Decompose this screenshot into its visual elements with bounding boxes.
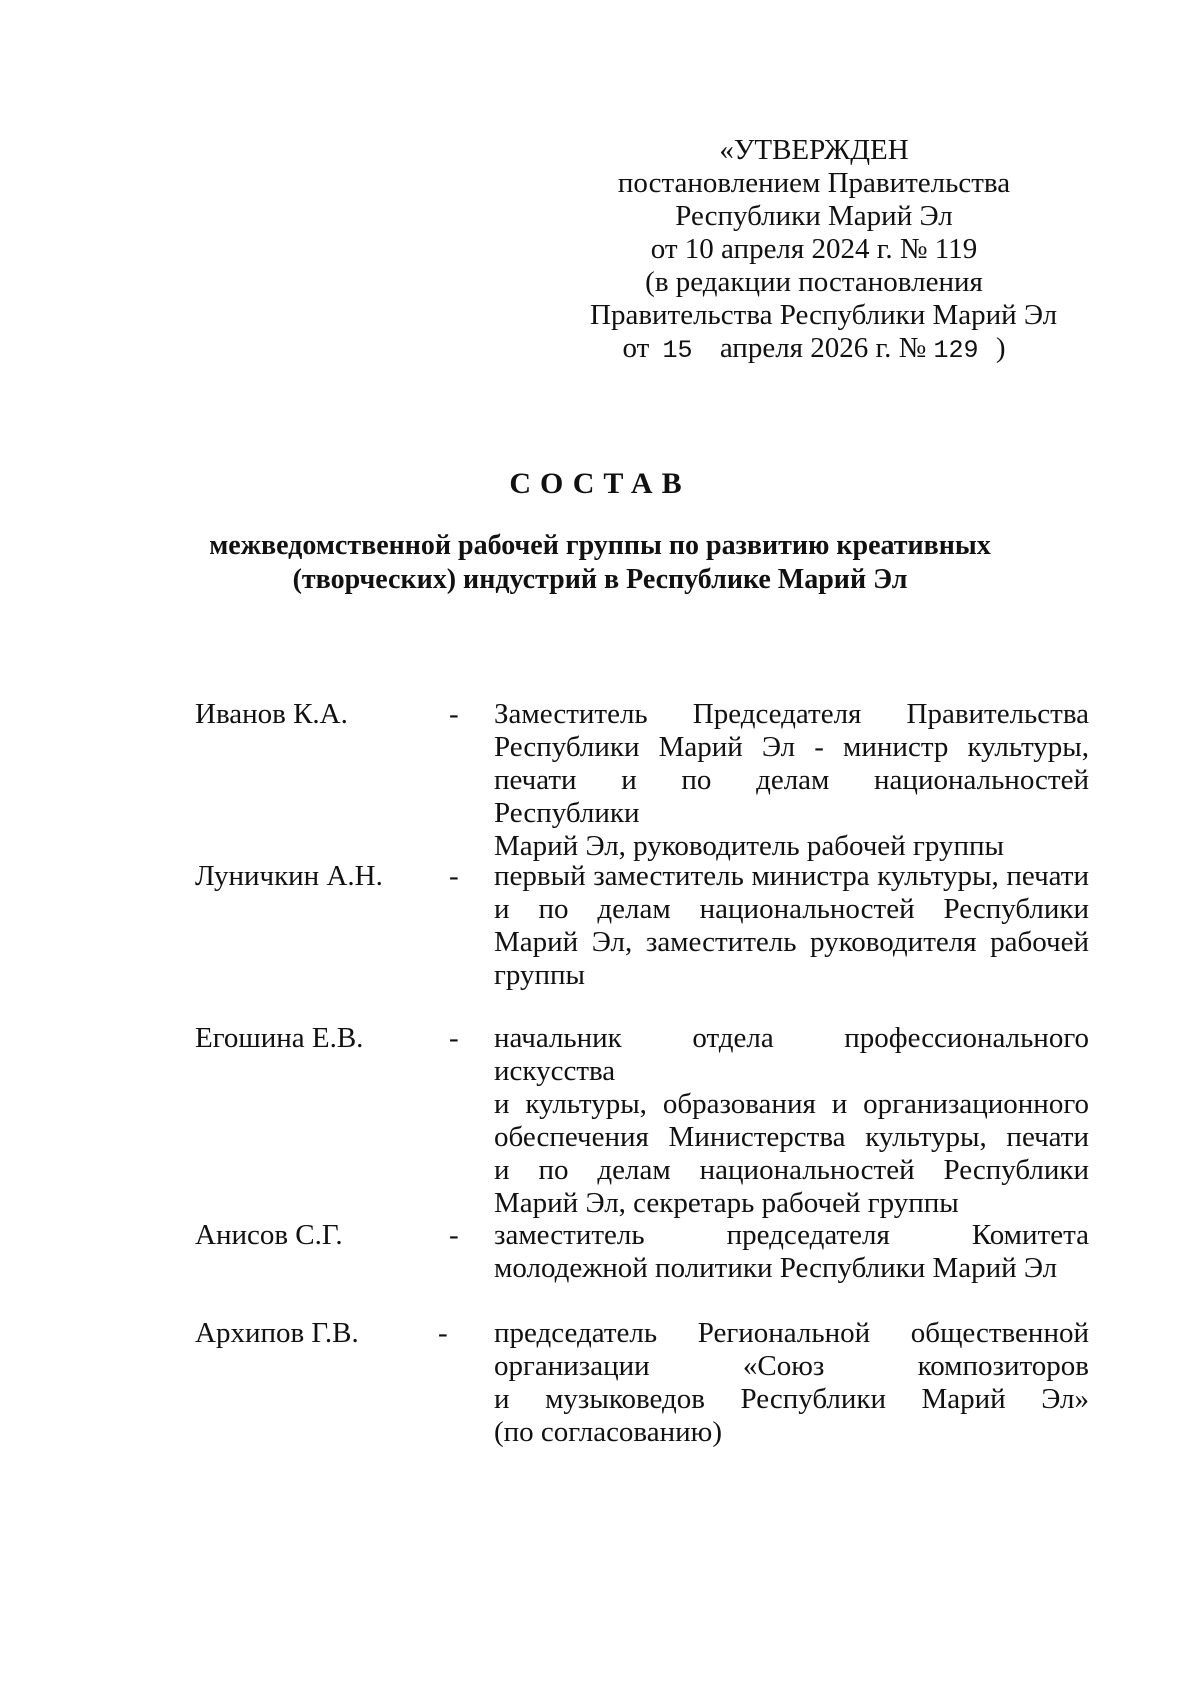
member-role-line: председатель Региональной общественной	[494, 1317, 1089, 1349]
member-role-line: и культуры, образования и организационного	[494, 1088, 1089, 1120]
member-name: Луничкин А.Н.	[195, 860, 383, 892]
member-role-line: обеспечения Министерства культуры, печати	[494, 1121, 1089, 1153]
member-name: Иванов К.А.	[195, 698, 348, 730]
approval-date-day: 15	[662, 336, 693, 365]
member-role	[494, 1317, 1089, 1449]
member-role	[494, 1022, 1089, 1220]
approval-line-5: (в редакции постановления	[645, 266, 983, 298]
member-role-line: молодежной политики Республики Марий Эл	[494, 1252, 1058, 1284]
approval-heading: «УТВЕРЖДЕН	[719, 134, 909, 166]
member-dash: -	[449, 860, 459, 892]
member-role-line: группы	[494, 959, 586, 991]
member-role-line: Республики Марий Эл - министр культуры,	[494, 731, 1089, 763]
document-title: СОСТАВ	[509, 467, 691, 500]
approval-date-middle: апреля 2026 г. №	[719, 332, 927, 364]
member-dash: -	[449, 1022, 459, 1054]
member-role-line: первый заместитель министра культуры, печати	[494, 860, 1089, 892]
approval-date-prefix: от	[622, 332, 650, 364]
member-role-line: Марий Эл, заместитель руководителя рабочей	[494, 926, 1089, 958]
document-subtitle	[150, 529, 1050, 597]
approval-line-2: постановлением Правительства	[617, 167, 1011, 199]
member-role-line: начальник отдела профессионального искусства	[494, 1022, 1089, 1087]
member-role-line: и музыковедов Республики Марий Эл»	[494, 1383, 1089, 1415]
member-dash: -	[449, 1219, 459, 1251]
member-role-line: Марий Эл, секретарь рабочей группы	[494, 1187, 959, 1219]
subtitle-line-2: (творческих) индустрий в Республике Марий Эл	[292, 564, 908, 595]
member-role	[494, 860, 1089, 992]
member-dash: -	[438, 1317, 448, 1349]
approval-closing-paren: )	[995, 332, 1006, 364]
approval-decree-number: 129	[933, 336, 979, 365]
approval-line-4: от 10 апреля 2024 г. № 119	[650, 233, 978, 265]
member-dash: -	[449, 698, 459, 730]
member-role-line: и по делам национальностей Республики	[494, 1154, 1089, 1186]
member-role-line: и по делам национальностей Республики	[494, 893, 1089, 925]
member-role	[494, 1219, 1089, 1285]
member-name: Егошина Е.В.	[195, 1022, 364, 1054]
member-role-line: организации «Союз композиторов	[494, 1350, 1089, 1382]
approval-line-6: Правительства Республики Марий Эл	[590, 299, 1058, 331]
approval-line-7	[590, 332, 1038, 367]
member-role	[494, 698, 1089, 863]
member-role-line: печати и по делам национальностей Республики	[494, 764, 1089, 829]
member-role-line: Марий Эл, руководитель рабочей группы	[494, 830, 1004, 862]
approval-line-3: Республики Марий Эл	[675, 200, 953, 232]
member-role-line: Заместитель Председателя Правительства	[494, 698, 1089, 730]
subtitle-line-1: межведомственной рабочей группы по развитию креативных	[209, 530, 991, 561]
member-role-line: (по согласованию)	[494, 1416, 722, 1448]
member-role-line: заместитель председателя Комитета	[494, 1219, 1089, 1251]
member-name: Анисов С.Г.	[195, 1219, 343, 1251]
approval-stamp	[590, 134, 1058, 367]
member-name: Архипов Г.В.	[195, 1317, 359, 1349]
